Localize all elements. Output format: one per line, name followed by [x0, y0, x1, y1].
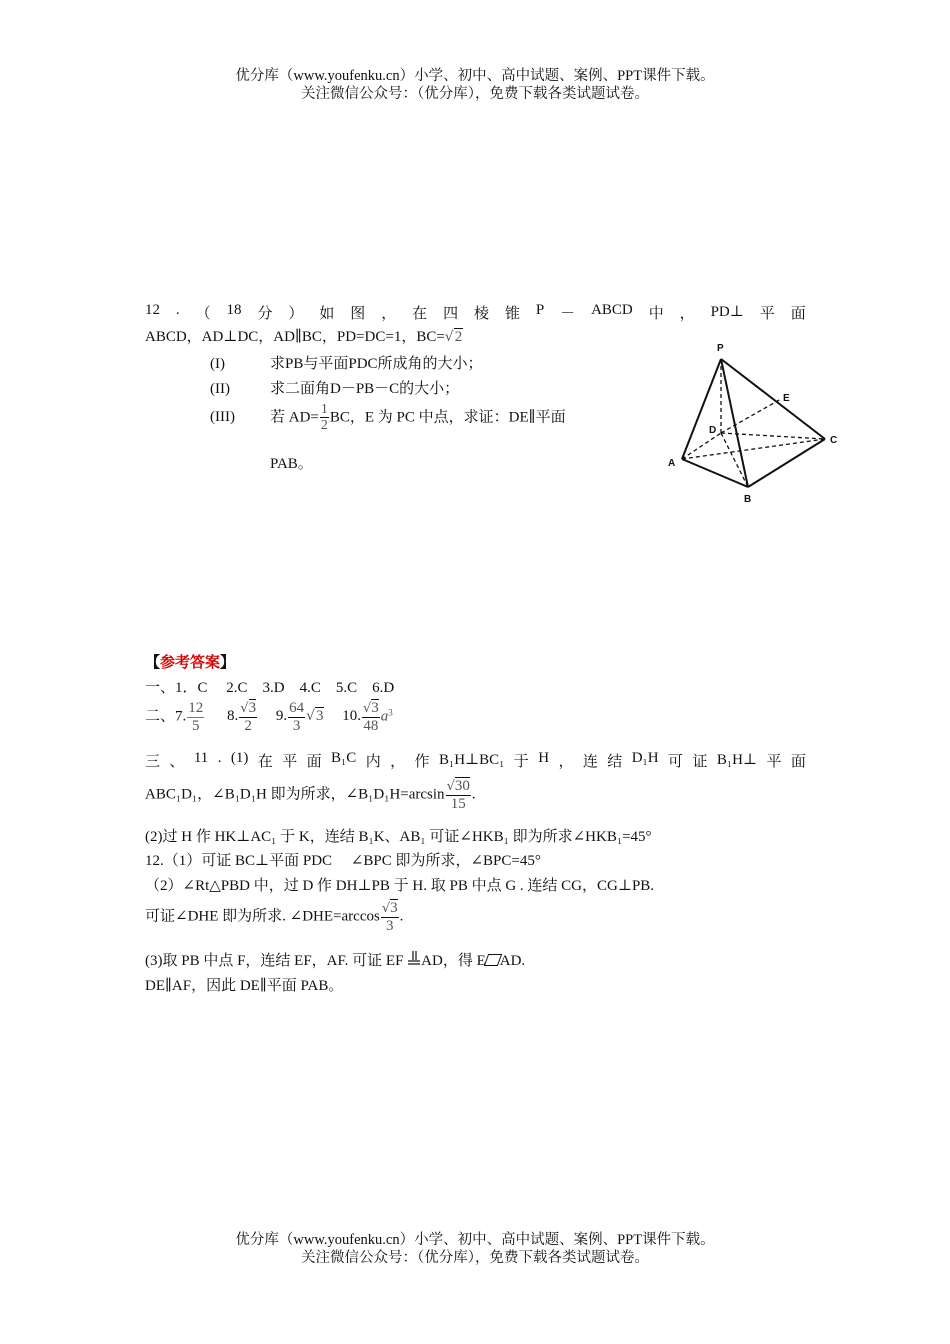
- q12-line1-token: ，: [679, 306, 695, 322]
- label-P: P: [717, 343, 724, 354]
- label-E: E: [783, 393, 790, 404]
- row9-post: AD.: [499, 953, 526, 969]
- answers-row3-token: 结: [607, 754, 623, 770]
- q12-line1-token: －: [560, 306, 576, 322]
- row9-mid: AD，得 E: [421, 953, 486, 969]
- answers-row3-token: D₁H: [631, 750, 659, 766]
- parallel-equal-icon: [407, 951, 421, 967]
- q12-line1-token: .: [175, 302, 180, 318]
- answers-row-8: [145, 900, 403, 934]
- q12-line1-token: ）: [288, 306, 304, 322]
- edge-PC: [721, 359, 825, 439]
- row4-end: .: [471, 786, 476, 803]
- heading-text: 参考答案: [160, 655, 221, 671]
- row8-end: .: [399, 908, 404, 925]
- answer-10-var: a: [380, 708, 389, 725]
- label-C: C: [830, 435, 838, 446]
- row2-prefix: 二、7.: [145, 708, 187, 725]
- q12-line1-token: 锥: [504, 306, 520, 322]
- q12-line1-token: 在: [412, 306, 428, 322]
- q12-line1-token: PD⊥: [710, 304, 744, 320]
- answers-row-7: （2）∠Rt△PBD 中，过 D 作 DH⊥PB 于 H. 取 PB 中点 G . 连结 CG，CG⊥PB.: [145, 878, 655, 894]
- answer-10: $\frac{√3}{48}$: [362, 700, 379, 734]
- item-3-pre: 若 AD=: [270, 409, 319, 426]
- heading-bracket-open: 【: [145, 655, 161, 671]
- answers-row3-token: B₁H⊥BC₁: [438, 752, 505, 768]
- answers-row3-token: 面: [306, 754, 322, 770]
- header-line-1: 优分库（www.youfenku.cn）小学、初中、高中试题、案例、PPT课件下载。: [235, 68, 715, 84]
- q12-line1-token: 如: [319, 306, 335, 322]
- answers-row3-token: ，: [558, 754, 574, 770]
- answer-8: $\frac{√3}{2}$: [240, 700, 257, 734]
- answers-row-10: DE∥AF，因此 DE∥平面 PAB。: [145, 978, 344, 994]
- answer-7: $\frac{12}{5}$: [188, 700, 204, 734]
- q12-item-1: [210, 352, 483, 373]
- q12-line1-token: ，: [381, 306, 397, 322]
- q12-line-1: [145, 302, 806, 323]
- answers-row-5: (2)过 H 作 HK⊥AC₁ 于 K，连结 B₁K、AB₁ 可证∠HKB₁ 即为所求∠HKB₁=45°: [145, 829, 652, 845]
- q12-line-2: [145, 325, 463, 346]
- edge-DB: [721, 433, 748, 487]
- edge-PB: [721, 359, 748, 487]
- item-2-text: 求二面角D－PB－C的大小；: [270, 381, 460, 397]
- header-line-2: 关注微信公众号：（优分库），免费下载各类试题试卷。: [301, 86, 649, 102]
- answers-heading: [145, 651, 235, 672]
- answers-row3-token: .: [217, 750, 222, 766]
- answers-row-1: 一、1．C 2.C 3.D 4.C 5.C 6.D: [145, 680, 395, 696]
- q12-item-3: [210, 402, 566, 434]
- answers-row3-token: 内: [365, 754, 381, 770]
- answer-9-label: 9.: [275, 708, 288, 725]
- edge-AB: [682, 459, 748, 487]
- label-B: B: [744, 494, 752, 505]
- answer-10-label: 10.: [342, 708, 361, 725]
- q12-line1-token: 棱: [474, 306, 490, 322]
- footer-line-1: 优分库（www.youfenku.cn）小学、初中、高中试题、案例、PPT课件下载。: [235, 1232, 715, 1248]
- pyramid-figure: [660, 335, 840, 510]
- answer-10-exp: 3: [388, 707, 393, 718]
- answers-row3-token: 三: [145, 754, 161, 770]
- item-1-text: 求PB与平面PDC所成角的大小；: [270, 356, 483, 372]
- answers-row3-token: 连: [582, 754, 598, 770]
- answers-row-3: [145, 750, 806, 771]
- answers-row-6: 12.（1）可证 BC⊥平面 PDC ∠BPC 即为所求，∠BPC=45°: [145, 853, 541, 869]
- answers-row3-token: B₁C: [331, 750, 357, 766]
- q12-conditions: ABCD，AD⊥DC，AD∥BC，PD=DC=1，BC=: [145, 329, 445, 345]
- answers-row-4: [145, 778, 476, 812]
- row4-text: ABC₁D₁，∠B₁D₁H 即为所求，∠B₁D₁H=arcsin: [145, 786, 445, 803]
- arccos-fraction: $\frac{√3}{3}$: [381, 900, 398, 934]
- edge-AC: [682, 439, 825, 459]
- answers-row3-token: (1): [230, 750, 249, 766]
- answers-row3-token: 作: [414, 754, 430, 770]
- label-D: D: [709, 425, 717, 436]
- answers-row-9: [145, 949, 525, 970]
- answers-row3-token: 在: [257, 754, 273, 770]
- q12-line1-token: 12: [145, 302, 160, 318]
- row8-text: 可证∠DHE 即为所求. ∠DHE=arccos: [145, 908, 380, 925]
- answers-row3-token: 11: [193, 750, 209, 766]
- answers-row3-token: 、: [169, 754, 185, 770]
- q12-line1-token: ABCD: [591, 302, 633, 318]
- q12-line1-token: （: [195, 306, 211, 322]
- edge-PA: [682, 359, 721, 459]
- answers-row3-token: H: [538, 750, 550, 766]
- q12-line1-token: 图: [350, 306, 366, 322]
- item-3-num: (III): [210, 409, 235, 426]
- q12-line1-token: 面: [790, 306, 806, 322]
- answer-8-label: 8.: [227, 708, 239, 725]
- frac-half: $\frac{1}{2}$: [320, 402, 328, 434]
- q12-line1-token: 18: [226, 302, 242, 318]
- answers-row3-token: 平: [766, 754, 782, 770]
- answers-row3-token: 可: [668, 754, 684, 770]
- q12-line1-token: 分: [257, 306, 273, 322]
- sqrt-2: √2: [444, 329, 463, 345]
- answers-row-2: [145, 700, 393, 734]
- row9-pre: (3)取 PB 中点 F，连结 EF，AF. 可证 EF: [145, 953, 404, 969]
- answers-row3-token: B₁H⊥: [716, 752, 758, 768]
- edge-BC: [748, 439, 825, 487]
- footer-line-2: 关注微信公众号：（优分库），免费下载各类试题试卷。: [301, 1250, 649, 1266]
- answer-9-sqrt: √3: [306, 708, 324, 725]
- q12-line1-token: 四: [443, 306, 459, 322]
- arcsin-fraction: $\frac{√30}{15}$: [446, 778, 470, 812]
- q12-line1-token: 平: [759, 306, 775, 322]
- item-2-num: (II): [210, 381, 230, 397]
- item-1-num: (I): [210, 356, 225, 372]
- answers-row3-token: 面: [790, 754, 806, 770]
- q12-item-3-cont: PAB。: [270, 456, 313, 472]
- label-A: A: [668, 458, 676, 469]
- item-3-post: BC，E 为 PC 中点，求证：DE∥平面: [329, 409, 566, 426]
- q12-line1-token: P: [535, 302, 545, 318]
- heading-bracket-close: 】: [220, 655, 236, 671]
- answers-row3-token: 证: [692, 754, 708, 770]
- q12-line1-token: 中: [648, 306, 664, 322]
- answers-row3-token: 于: [513, 754, 529, 770]
- q12-item-2: [210, 377, 459, 398]
- answer-9: $\frac{64}{3}$: [289, 700, 305, 734]
- answers-row3-token: ，: [390, 754, 406, 770]
- answers-row3-token: 平: [282, 754, 298, 770]
